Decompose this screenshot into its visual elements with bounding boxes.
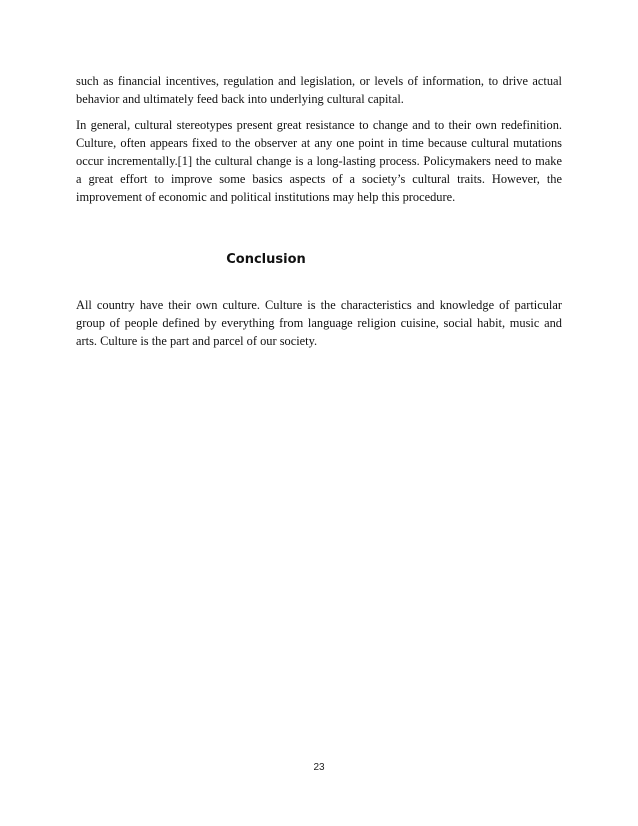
body-paragraph: In general, cultural stereotypes present great resistance to change and to their own redefinition. Culture, often appears fixed to the observer at any one point in time because cultural mutations occur incrementally.[1] the cultural change is a long-lasting process. Policymakers need to make a great effort to improve some basics aspects of a society’s cultural traits. However, the improvement of economic and political institutions may help this procedure.	[76, 118, 562, 204]
page-number: 23	[313, 762, 325, 773]
section-heading: Conclusion	[226, 252, 306, 267]
body-paragraph: such as financial incentives, regulation and legislation, or levels of information, to drive actual behavior and ultimately feed back into underlying cultural capital.	[76, 74, 562, 106]
body-paragraph: All country have their own culture. Culture is the characteristics and knowledge of particular group of people defined by everything from language religion cuisine, social habit, music and arts. Culture is the part and parcel of our society.	[76, 298, 562, 348]
